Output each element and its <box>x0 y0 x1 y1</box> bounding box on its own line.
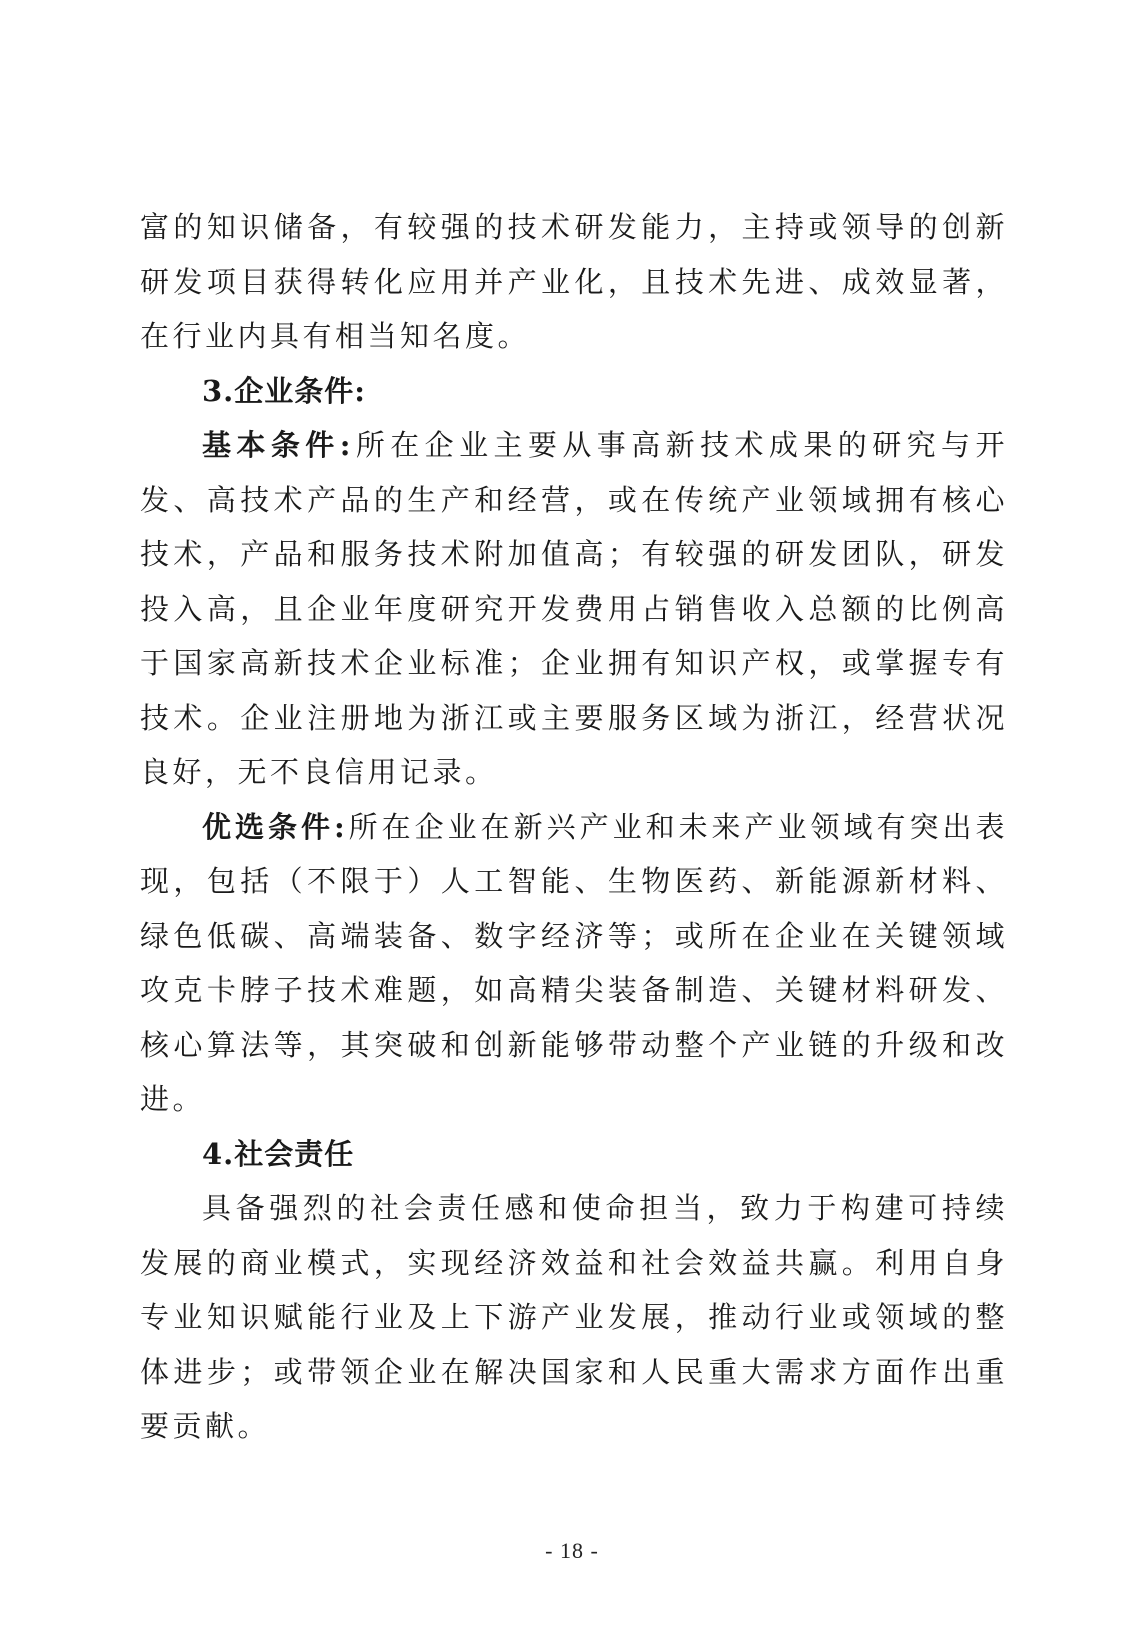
social-responsibility-paragraph: 具备强烈的社会责任感和使命担当，致力于构建可持续发展的商业模式，实现经济效益和社会效益共赢。利用自身专业知识赋能行业及上下游产业发展，推动行业或领域的整体进步；或带领企业在解决国家和人民重大需求方面作出重要贡献。 <box>140 1191 1008 1443</box>
preferred-conditions-paragraph <box>140 800 1008 1127</box>
section-heading-social-responsibility: 4.社会责任 <box>202 1136 355 1171</box>
preferred-conditions-text: 所在企业在新兴产业和未来产业领域有突出表现，包括（不限于）人工智能、生物医药、新能源新材料、绿色低碳、高端装备、数字经济等；或所在企业在关键领域攻克卡脖子技术难题，如高精尖装备制造、关键材料研发、核心算法等，其突破和创新能够带动整个产业链的升级和改进。 <box>140 809 1008 1116</box>
section-heading-enterprise-conditions: 3.企业条件: <box>202 373 366 408</box>
basic-conditions-paragraph <box>140 418 1008 800</box>
basic-conditions-text: 所在企业主要从事高新技术成果的研究与开发、高技术产品的生产和经营，或在传统产业领域拥有核心技术，产品和服务技术附加值高；有较强的研发团队，研发投入高，且企业年度研究开发费用占销售收入总额的比例高于国家高新技术企业标准；企业拥有知识产权，或掌握专有技术。企业注册地为浙江或主要服务区域为浙江，经营状况良好，无不良信用记录。 <box>140 428 1008 789</box>
page-number: - 18 - <box>545 1538 599 1563</box>
continuation-paragraph: 富的知识储备，有较强的技术研发能力，主持或领导的创新研发项目获得转化应用并产业化，且技术先进、成效显著，在行业内具有相当知名度。 <box>140 210 1008 353</box>
basic-conditions-label: 基本条件: <box>202 428 354 462</box>
preferred-conditions-label: 优选条件: <box>202 809 349 844</box>
document-body <box>140 200 1008 1454</box>
